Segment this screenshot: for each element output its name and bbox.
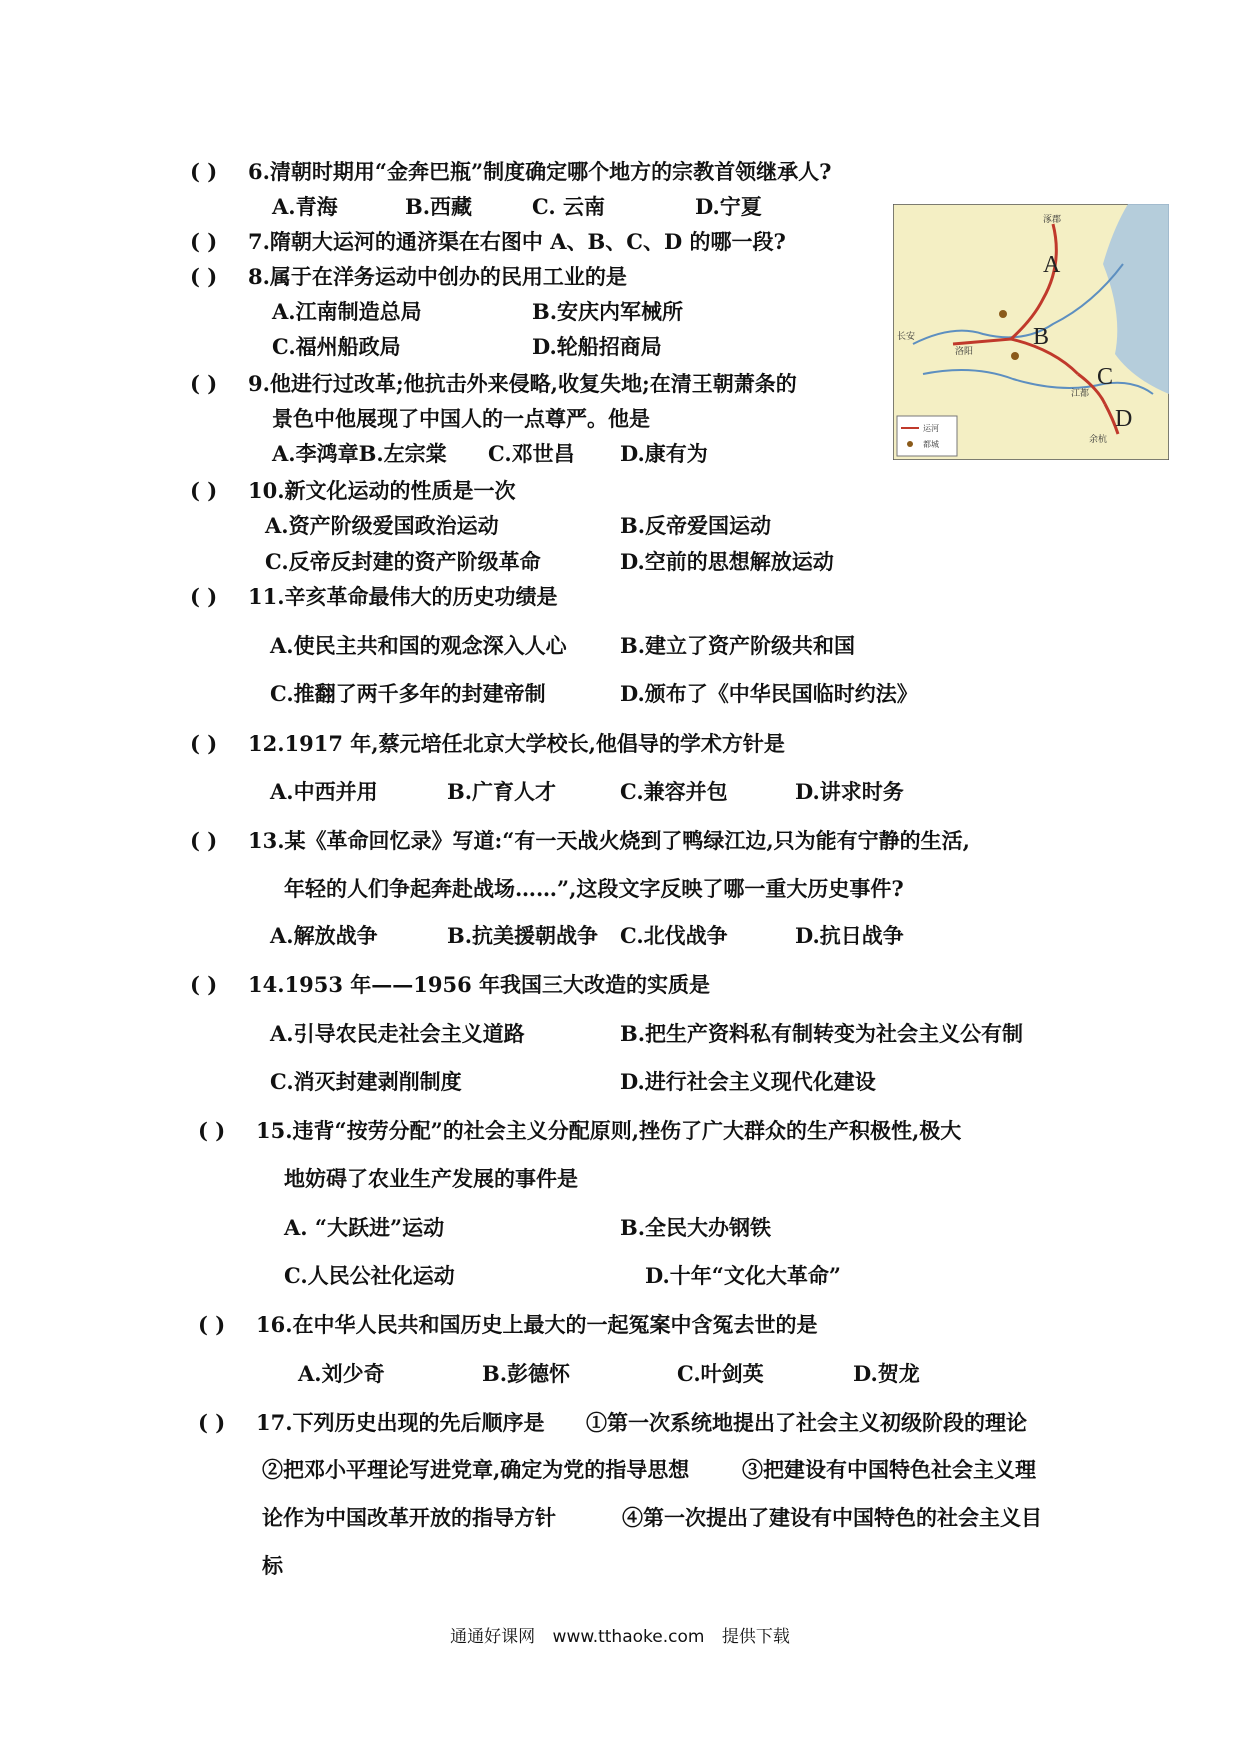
option-a: A.刘少奇	[298, 1361, 385, 1386]
option-b: B.广育人才	[447, 779, 557, 804]
question-stem-continued: 景色中他展现了中国人的一点尊严。他是	[272, 406, 650, 431]
footer-note: 提供下载	[721, 1627, 790, 1647]
option-b: B.西藏	[405, 194, 473, 219]
option-c: C.北伐战争	[620, 923, 728, 948]
option-a: A. “大跃进”运动	[284, 1215, 445, 1240]
question-stem-item-3: ③把建设有中国特色社会主义理	[742, 1457, 1036, 1482]
option-c: C.兼容并包	[620, 779, 728, 804]
option-d: D.空前的思想解放运动	[620, 549, 834, 574]
option-c: C. 云南	[532, 194, 605, 219]
map-place-label: 涿郡	[1043, 215, 1062, 225]
option-b: B.安庆内军械所	[532, 299, 684, 324]
map-place-label: 洛阳	[955, 347, 974, 357]
answer-blank[interactable]: ( )	[190, 229, 218, 254]
question-stem: 11.辛亥革命最伟大的历史功绩是	[248, 584, 558, 609]
option-d: D.轮船招商局	[532, 334, 662, 359]
answer-blank[interactable]: ( )	[190, 584, 218, 609]
question-stem: 13.某《革命回忆录》写道:“有一天战火烧到了鸭绿江边,只为能有宁静的生活,	[248, 828, 970, 853]
option-a: A.解放战争	[270, 923, 378, 948]
option-c: C.人民公社化运动	[284, 1263, 455, 1288]
option-a: A.江南制造总局	[272, 299, 422, 324]
question-stem: 6.清朝时期用“金奔巴瓶”制度确定哪个地方的宗教首领继承人?	[248, 159, 832, 184]
answer-blank[interactable]: ( )	[190, 731, 218, 756]
map-label-b: B	[1033, 324, 1050, 350]
question-9	[190, 370, 797, 398]
option-d: D.抗日战争	[795, 923, 904, 948]
answer-blank[interactable]: ( )	[190, 264, 218, 289]
question-stem: 8.属于在洋务运动中创办的民用工业的是	[248, 264, 627, 289]
option-a: A.资产阶级爱国政治运动	[265, 513, 499, 538]
answer-blank[interactable]: ( )	[190, 972, 218, 997]
option-b: B.彭德怀	[482, 1361, 571, 1386]
map-label-c: C	[1097, 364, 1114, 390]
question-stem: 12.1917 年,蔡元培任北京大学校长,他倡导的学术方针是	[248, 731, 785, 756]
question-16	[198, 1311, 818, 1339]
option-c: C.福州船政局	[272, 334, 401, 359]
option-d: D.贺龙	[853, 1361, 920, 1386]
map-capital-marker	[1011, 352, 1019, 360]
question-stem-continued: 地妨碍了农业生产发展的事件是	[284, 1166, 578, 1191]
option-c: C.推翻了两千多年的封建帝制	[270, 681, 546, 706]
question-stem-item-2: ②把邓小平理论写进党章,确定为党的指导思想	[262, 1457, 690, 1482]
option-a: A.中西并用	[270, 779, 378, 804]
question-stem-continued: 年轻的人们争起奔赴战场……”,这段文字反映了哪一重大历史事件?	[284, 876, 904, 901]
option-d: D.宁夏	[695, 194, 762, 219]
map-label-d: D	[1115, 406, 1133, 432]
option-ab: A.李鸿章B.左宗棠	[272, 441, 447, 466]
answer-blank[interactable]: ( )	[190, 159, 218, 184]
option-d: D.讲求时务	[795, 779, 904, 804]
question-11	[190, 583, 558, 611]
footer-url[interactable]: www.tthaoke.com	[552, 1627, 705, 1647]
map-place-label: 江都	[1071, 389, 1090, 399]
option-a: A.引导农民走社会主义道路	[270, 1021, 525, 1046]
question-stem: 15.违背“按劳分配”的社会主义分配原则,挫伤了广大群众的生产积极性,极大	[256, 1118, 962, 1143]
answer-blank[interactable]: ( )	[190, 371, 218, 396]
option-d: D.进行社会主义现代化建设	[620, 1069, 876, 1094]
question-13	[190, 827, 970, 855]
answer-blank[interactable]: ( )	[198, 1410, 226, 1435]
legend-capital-label: 都城	[923, 440, 939, 449]
option-d: D.颁布了《中华民国临时约法》	[620, 681, 918, 706]
question-stem-item-4-continued: 标	[262, 1553, 283, 1578]
question-8	[190, 263, 627, 291]
option-c: C.消灭封建剥削制度	[270, 1069, 462, 1094]
map-label-a: A	[1043, 252, 1061, 278]
map-capital-marker	[999, 310, 1007, 318]
question-17	[198, 1409, 545, 1437]
question-12	[190, 730, 785, 758]
question-stem-item-3-continued: 论作为中国改革开放的指导方针	[262, 1505, 556, 1530]
option-b: B.把生产资料私有制转变为社会主义公有制	[620, 1021, 1024, 1046]
map-place-label: 余杭	[1089, 435, 1108, 445]
option-a: A.使民主共和国的观念深入人心	[270, 633, 567, 658]
option-b: B.抗美援朝战争	[447, 923, 599, 948]
question-6	[190, 158, 831, 186]
option-c: C.叶剑英	[677, 1361, 764, 1386]
footer-site: 通通好课网	[450, 1627, 536, 1647]
legend-canal-label: 运河	[923, 424, 939, 433]
question-15	[198, 1117, 961, 1145]
answer-blank[interactable]: ( )	[190, 478, 218, 503]
question-stem-item-1: ①第一次系统地提出了社会主义初级阶段的理论	[586, 1410, 1027, 1435]
question-7	[190, 228, 786, 256]
option-b: B.全民大办钢铁	[620, 1215, 772, 1240]
option-b: B.建立了资产阶级共和国	[620, 633, 856, 658]
question-stem: 7.隋朝大运河的通济渠在右图中 A、B、C、D 的哪一段?	[248, 229, 786, 254]
option-d: D.康有为	[620, 441, 708, 466]
option-a: A.青海	[272, 194, 338, 219]
map-legend	[897, 416, 957, 456]
option-c: C.邓世昌	[488, 441, 575, 466]
option-b: B.反帝爱国运动	[620, 513, 772, 538]
question-10	[190, 477, 516, 505]
grand-canal-map	[893, 204, 1169, 460]
question-14	[190, 971, 710, 999]
page-footer	[0, 1622, 1240, 1647]
question-stem-item-4: ④第一次提出了建设有中国特色的社会主义目	[622, 1505, 1042, 1530]
question-stem: 17.下列历史出现的先后顺序是	[256, 1410, 545, 1435]
question-stem: 16.在中华人民共和国历史上最大的一起冤案中含冤去世的是	[256, 1312, 818, 1337]
answer-blank[interactable]: ( )	[190, 828, 218, 853]
answer-blank[interactable]: ( )	[198, 1312, 226, 1337]
option-c: C.反帝反封建的资产阶级革命	[265, 549, 541, 574]
question-stem: 14.1953 年——1956 年我国三大改造的实质是	[248, 972, 711, 997]
legend-capital-swatch	[907, 441, 913, 447]
answer-blank[interactable]: ( )	[198, 1118, 226, 1143]
map-place-label: 长安	[897, 332, 916, 342]
option-d: D.十年“文化大革命”	[645, 1263, 841, 1288]
question-stem: 10.新文化运动的性质是一次	[248, 478, 516, 503]
question-stem: 9.他进行过改革;他抗击外来侵略,收复失地;在清王朝萧条的	[248, 371, 797, 396]
